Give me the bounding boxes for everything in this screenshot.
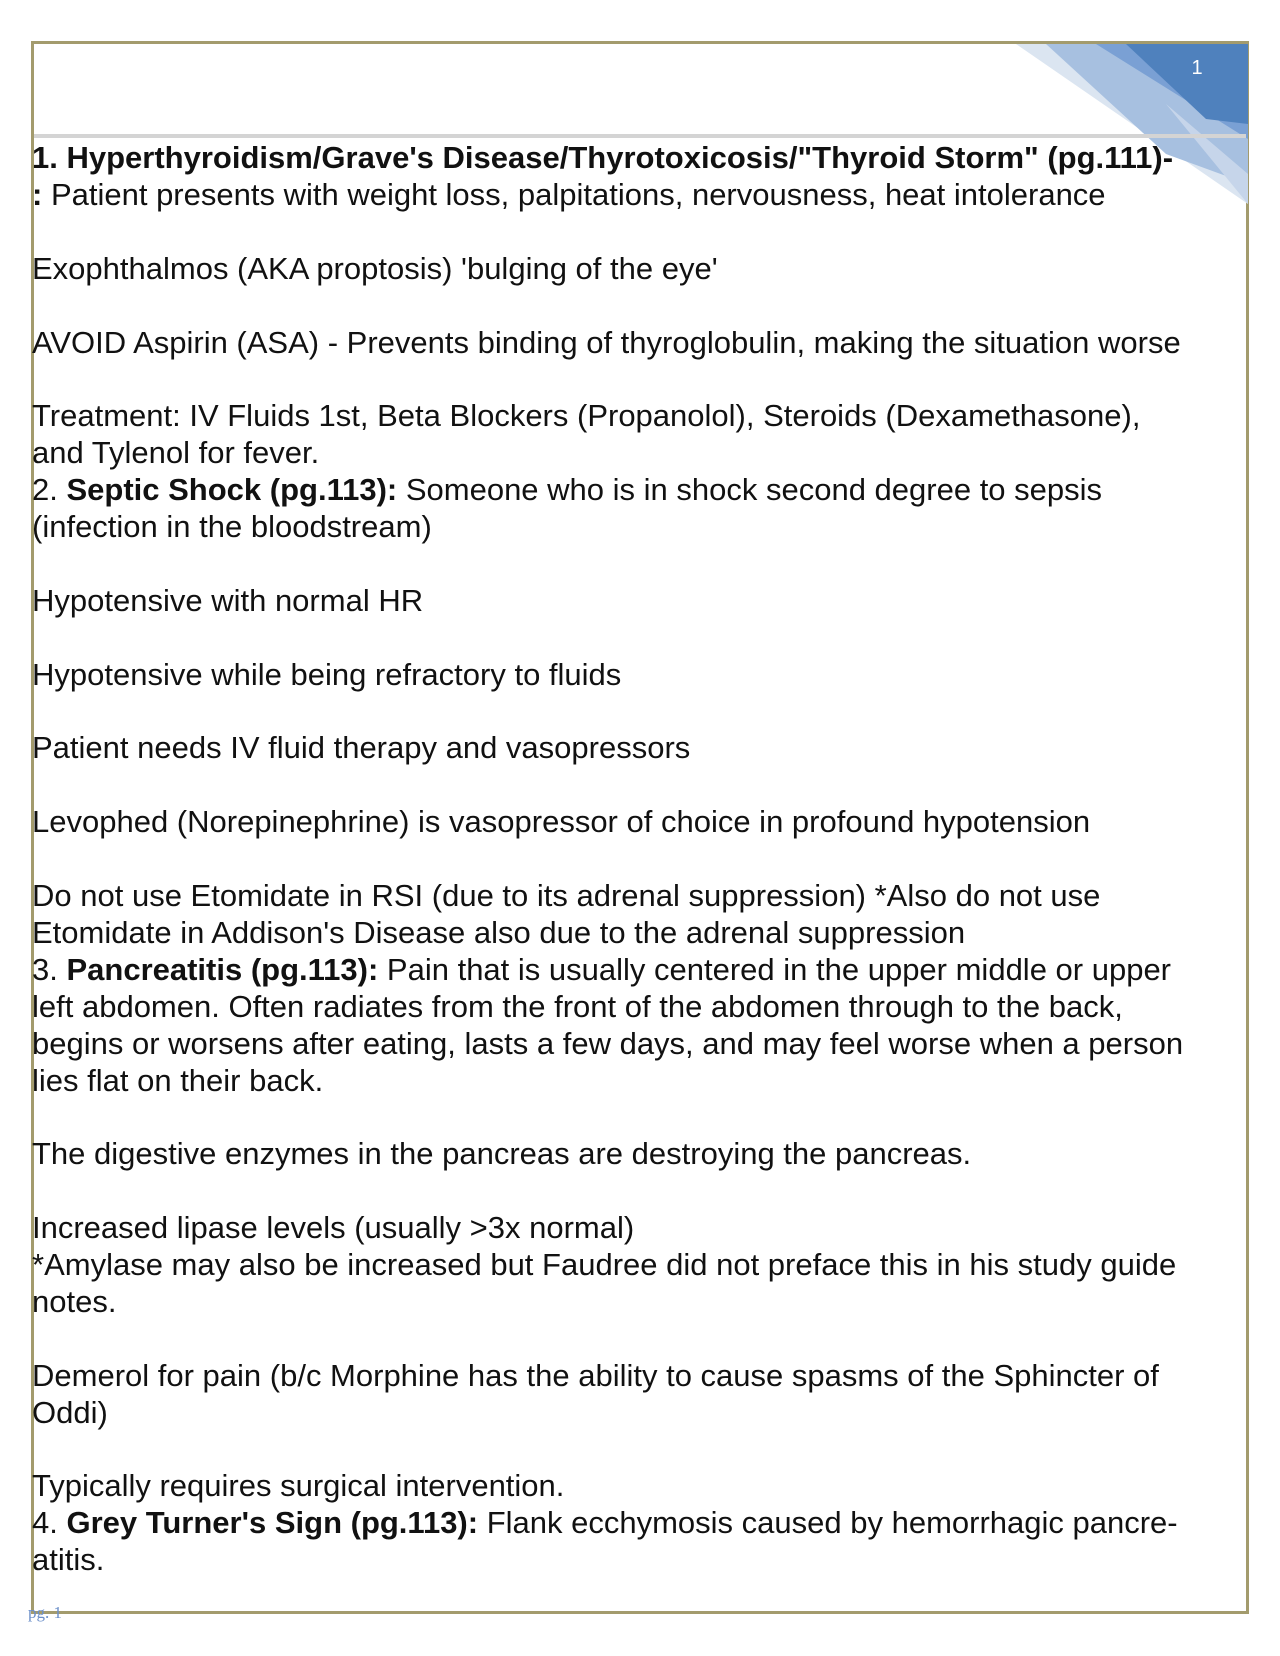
paragraph: atitis. — [32, 1542, 105, 1578]
section-3-heading: 3. Pancreatitis (pg.113): Pain that is usually centered in the upper middle or upper — [32, 951, 1172, 987]
paragraph: (infection in the bloodstream) — [32, 509, 432, 545]
paragraph: begins or worsens after eating, lasts a few days, and may feel worse when a person — [32, 1025, 1184, 1061]
paragraph: Oddi) — [32, 1394, 108, 1430]
paragraph: The digestive enzymes in the pancreas are destroying the pancreas. — [32, 1136, 972, 1172]
paragraph: Hypotensive with normal HR — [32, 582, 424, 618]
section-2-heading: 2. Septic Shock (pg.113): Someone who is in shock second degree to sepsis — [32, 472, 1103, 508]
paragraph: Treatment: IV Fluids 1st, Beta Blockers (Propanolol), Steroids (Dexamethasone), — [32, 398, 1141, 434]
header-divider — [34, 134, 1246, 138]
paragraph: left abdomen. Often radiates from the front of the abdomen through to the back, — [32, 988, 1123, 1024]
paragraph: Do not use Etomidate in RSI (due to its adrenal suppression) *Also do not use — [32, 878, 1101, 913]
footer-page-label: pg. 1 — [28, 1603, 62, 1622]
paragraph: *Amylase may also be increased but Faudree did not preface this in his study guide — [32, 1247, 1177, 1283]
paragraph: lies flat on their back. — [32, 1062, 324, 1098]
paragraph: Levophed (Norepinephrine) is vasopressor of choice in profound hypotension — [32, 804, 1091, 840]
section-1-intro: : Patient presents with weight loss, palpitations, nervousness, heat intolerance — [32, 176, 1106, 212]
paragraph: Hypotensive while being refractory to fluids — [32, 656, 622, 692]
section-1-heading: 1. Hyperthyroidism/Grave's Disease/Thyrotoxicosis/"Thyroid Storm" (pg.111)- — [32, 140, 1174, 175]
page-number: 1 — [1191, 57, 1203, 79]
paragraph: and Tylenol for fever. — [32, 435, 320, 471]
paragraph: Typically requires surgical intervention. — [32, 1468, 565, 1504]
paragraph: Patient needs IV fluid therapy and vasopressors — [32, 730, 691, 766]
paragraph: Demerol for pain (b/c Morphine has the ability to cause spasms of the Sphincter of — [32, 1357, 1159, 1393]
section-4-heading: 4. Grey Turner's Sign (pg.113): Flank ecchymosis caused by hemorrhagic pancre- — [32, 1505, 1178, 1541]
paragraph: Etomidate in Addison's Disease also due to the adrenal suppression — [32, 914, 966, 950]
document-body — [32, 140, 1257, 1579]
paragraph: notes. — [32, 1283, 117, 1319]
paragraph: Increased lipase levels (usually >3x normal) — [32, 1210, 635, 1246]
paragraph: AVOID Aspirin (ASA) - Prevents binding of thyroglobulin, making the situation worse — [32, 324, 1181, 360]
paragraph: Exophthalmos (AKA proptosis) 'bulging of the eye' — [32, 250, 718, 286]
